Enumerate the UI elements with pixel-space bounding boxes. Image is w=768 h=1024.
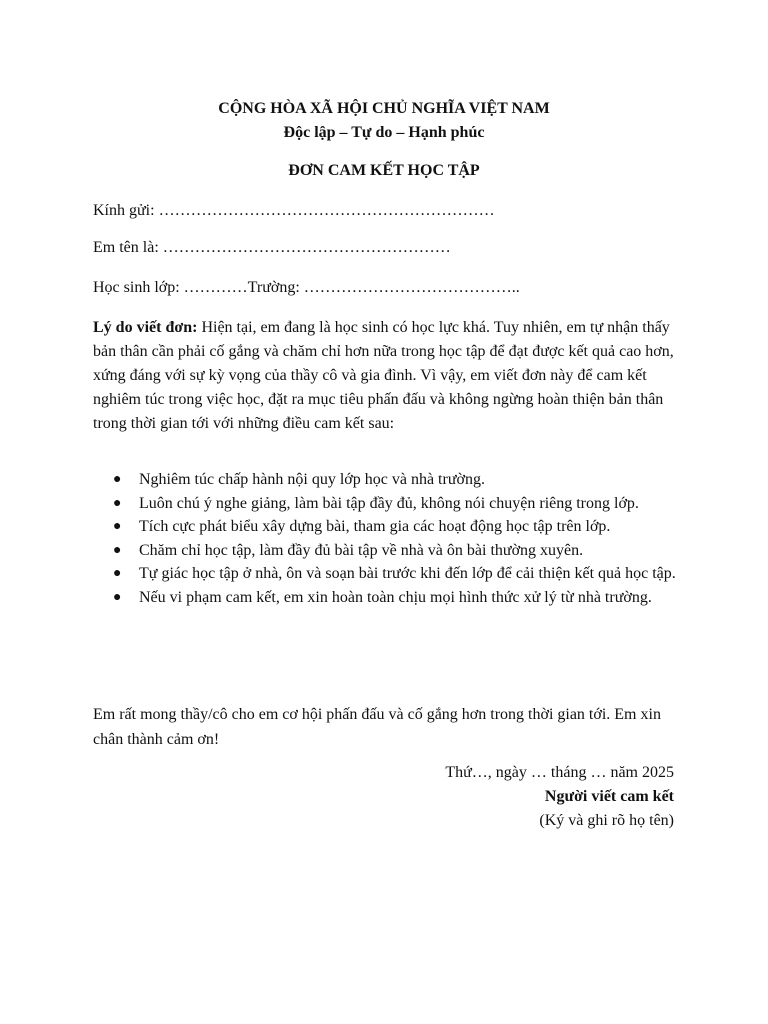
nation-heading: CỘNG HÒA XÃ HỘI CHỦ NGHĨA VIỆT NAM [218,100,550,117]
bullet-icon: ● [113,519,122,534]
list-item [93,492,683,516]
class-school-field: Học sinh lớp: …………Trường: ………………………………….. [93,279,520,296]
student-name-field: Em tên là: ……………………………………………… [93,239,451,256]
signature-note: (Ký và ghi rõ họ tên) [539,812,674,829]
reason-label: Lý do viết đơn: [93,319,198,336]
commitment-text: Luôn chú ý nghe giảng, làm bài tập đầy đủ, không nói chuyện riêng trong lớp. [139,494,639,512]
list-item [93,562,683,586]
commitment-text: Tích cực phát biểu xây dựng bài, tham gia các hoạt động học tập trên lớp. [139,518,611,535]
list-item [93,586,683,610]
recipient-field: Kính gửi: ……………………………………………………… [93,202,495,219]
bullet-icon: ● [113,542,122,558]
commitment-text: Nghiêm túc chấp hành nội quy lớp học và nhà trường. [139,471,485,488]
list-item [93,515,683,539]
commitment-text: Chăm chỉ học tập, làm đầy đủ bài tập về nhà và ôn bài thường xuyên. [139,541,584,559]
reason-text: Hiện tại, em đang là học sinh có học lực khá. Tuy nhiên, em tự nhận thấy bản thân cần phải cố gắng và chăm chỉ hơn nữa trong học tập để đạt được kết quả cao hơn, xứng đáng với sự kỳ vọng của thầy cô và gia đình. Vì vậy, em viết đơn này để cam kết nghiêm túc trong việc học, đặt ra mục tiêu phấn đấu và không ngừng hoàn thiện bản thân trong thời gian tới với những điều cam kết sau: [93,319,674,432]
bullet-icon: ● [113,589,122,605]
list-item [93,468,683,492]
reason-paragraph [93,316,683,436]
commitment-list [93,468,683,609]
bullet-icon: ● [113,472,122,487]
signature-date: Thứ…, ngày … tháng … năm 2025 [445,764,674,781]
bullet-icon: ● [113,566,122,581]
bullet-icon: ● [113,495,122,511]
commitment-text: Tự giác học tập ở nhà, ôn và soạn bài trước khi đến lớp để cải thiện kết quả học tập. [139,565,676,582]
commitment-text: Nếu vi phạm cam kết, em xin hoàn toàn chịu mọi hình thức xử lý từ nhà trường. [139,588,652,606]
motto-heading: Độc lập – Tự do – Hạnh phúc [283,124,485,141]
closing-paragraph: Em rất mong thầy/cô cho em cơ hội phấn đấu và cố gắng hơn trong thời gian tới. Em xin chân thành cảm ơn! [93,706,661,748]
signer-title: Người viết cam kết [544,788,674,805]
document-title: ĐƠN CAM KẾT HỌC TẬP [288,162,480,179]
list-item [93,539,683,563]
